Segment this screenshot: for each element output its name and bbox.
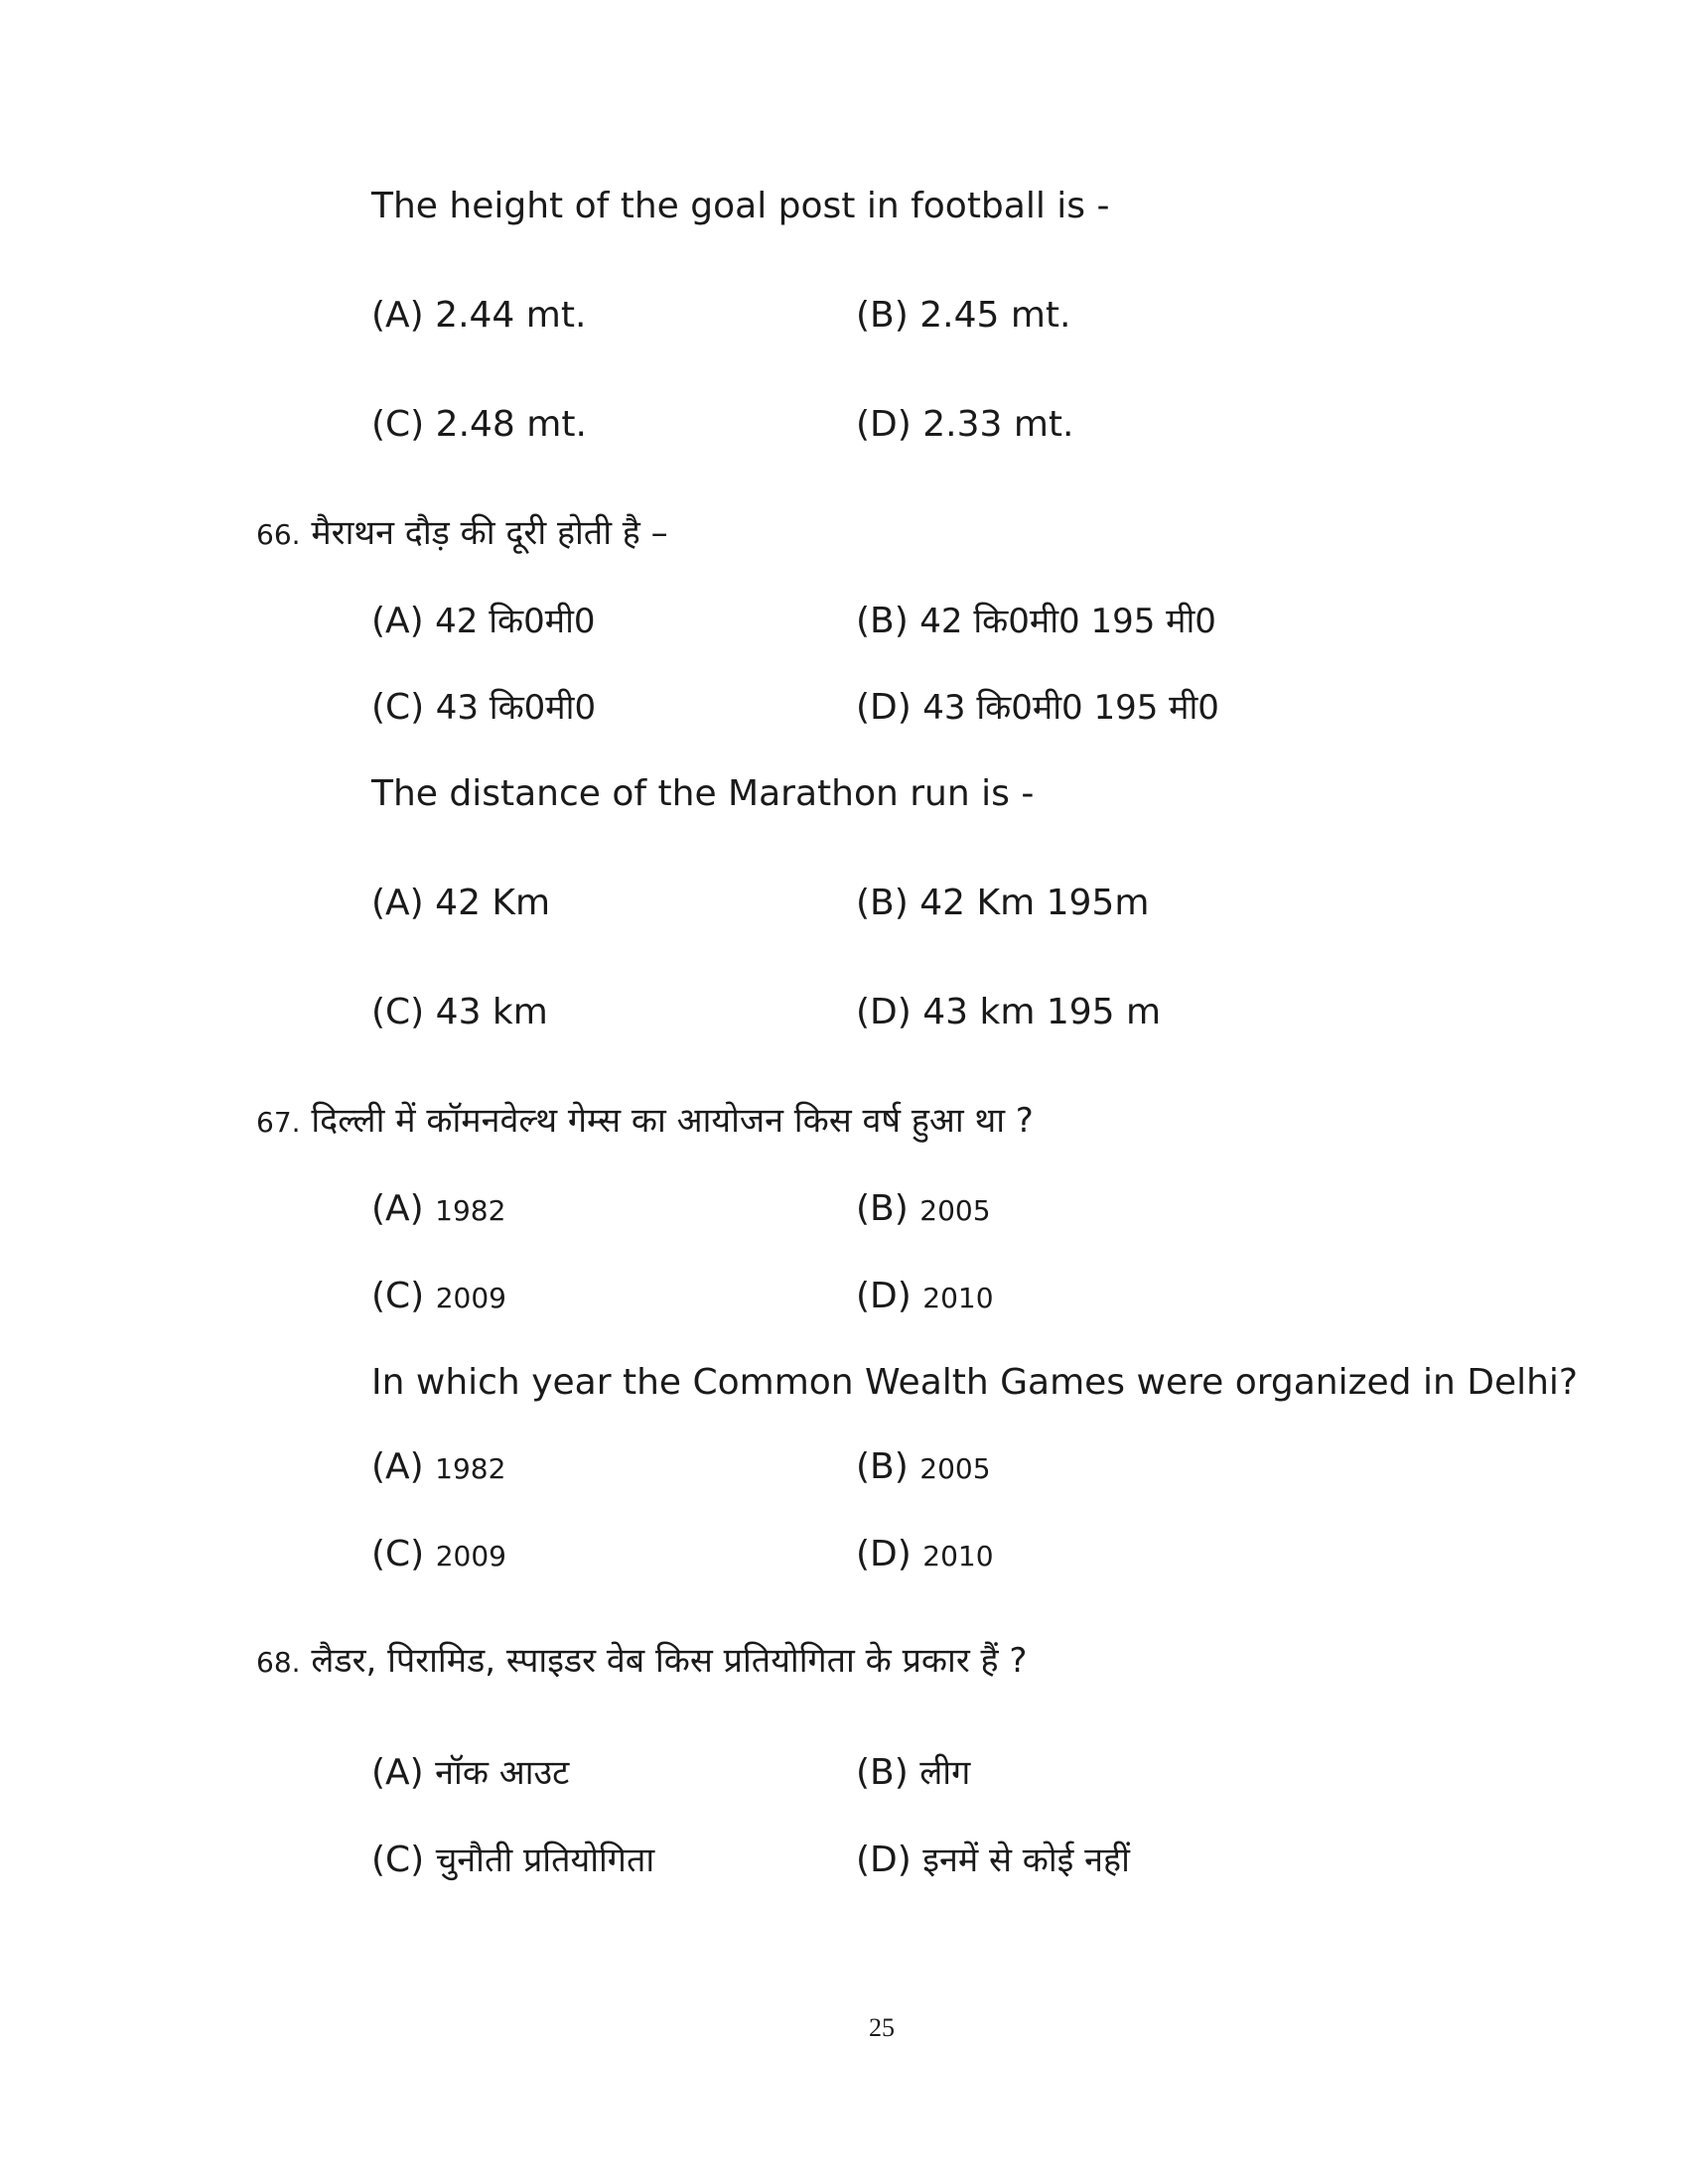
- question-text: In which year the Common Wealth Games were organized in Delhi?: [371, 1362, 1579, 1403]
- option-letter: (B): [856, 601, 909, 641]
- option-d: [856, 1276, 994, 1316]
- question-row: [256, 1641, 1028, 1681]
- option-letter: (A): [371, 601, 424, 641]
- option-text: इनमें से कोई नहीं: [922, 1841, 1130, 1880]
- option-text: 1982: [435, 1452, 506, 1485]
- option-text: चुनौती प्रतियोगिता: [435, 1841, 655, 1880]
- option-a: [371, 1446, 506, 1487]
- option-text: 2005: [919, 1452, 991, 1485]
- option-text: 2009: [435, 1540, 506, 1572]
- option-letter: (C): [371, 1534, 425, 1574]
- option-text: 2010: [922, 1540, 994, 1572]
- option-c: [371, 1276, 506, 1316]
- option-letter: (A): [371, 1188, 424, 1229]
- option-letter: (B): [856, 1188, 909, 1229]
- question-row: [256, 513, 668, 553]
- option-a: (A) 42 Km: [371, 883, 551, 923]
- option-letter: (C): [371, 1276, 425, 1316]
- option-a: [371, 1752, 570, 1793]
- page-number: 25: [869, 2013, 895, 2042]
- option-c: [371, 1840, 655, 1880]
- option-letter: (B): [856, 1752, 909, 1793]
- option-b: [856, 1188, 991, 1229]
- option-text: 2009: [435, 1282, 506, 1314]
- option-b: [856, 1752, 971, 1793]
- question-text: मैराथन दौड़ की दूरी होती है –: [311, 513, 668, 553]
- option-b: [856, 1446, 991, 1487]
- option-a: (A) 2.44 mt.: [371, 295, 587, 336]
- option-c: [371, 687, 597, 728]
- option-d: [856, 1840, 1130, 1880]
- option-d: [856, 1534, 994, 1574]
- option-b: (B) 42 Km 195m: [856, 883, 1150, 923]
- question-number: 68.: [256, 1646, 301, 1679]
- option-text: लीग: [919, 1753, 971, 1793]
- option-text: 42 कि0मी0 195 मी0: [919, 602, 1216, 641]
- option-a: [371, 601, 596, 641]
- option-letter: (A): [371, 1446, 424, 1487]
- option-d: (D) 2.33 mt.: [856, 404, 1074, 445]
- option-letter: (C): [371, 687, 425, 728]
- question-text: The height of the goal post in football is -: [371, 186, 1110, 226]
- question-number: 66.: [256, 518, 301, 551]
- option-letter: (D): [856, 1840, 912, 1880]
- option-text: 43 कि0मी0: [435, 688, 597, 728]
- option-text: 1982: [435, 1194, 506, 1227]
- option-text: 2005: [919, 1194, 991, 1227]
- option-letter: (A): [371, 1752, 424, 1793]
- option-text: 42 कि0मी0: [435, 602, 596, 641]
- option-b: [856, 601, 1216, 641]
- option-c: (C) 43 km: [371, 992, 548, 1032]
- option-text: 43 कि0मी0 195 मी0: [922, 688, 1219, 728]
- option-text: नॉक आउट: [435, 1753, 570, 1793]
- option-d: [856, 687, 1219, 728]
- option-letter: (D): [856, 1534, 912, 1574]
- option-b: (B) 2.45 mt.: [856, 295, 1071, 336]
- question-text: लैडर, पिरामिड, स्पाइडर वेब किस प्रतियोगिता के प्रकार हैं ?: [311, 1641, 1028, 1681]
- question-number: 67.: [256, 1106, 301, 1139]
- option-a: [371, 1188, 506, 1229]
- option-text: 2010: [922, 1282, 994, 1314]
- option-letter: (C): [371, 1840, 425, 1880]
- question-row: [256, 1101, 1034, 1141]
- option-letter: (D): [856, 687, 912, 728]
- question-text: दिल्ली में कॉमनवेल्थ गेम्स का आयोजन किस वर्ष हुआ था ?: [311, 1101, 1034, 1141]
- option-d: (D) 43 km 195 m: [856, 992, 1162, 1032]
- option-c: (C) 2.48 mt.: [371, 404, 587, 445]
- option-c: [371, 1534, 506, 1574]
- option-letter: (D): [856, 1276, 912, 1316]
- question-text: The distance of the Marathon run is -: [371, 773, 1035, 814]
- option-letter: (B): [856, 1446, 909, 1487]
